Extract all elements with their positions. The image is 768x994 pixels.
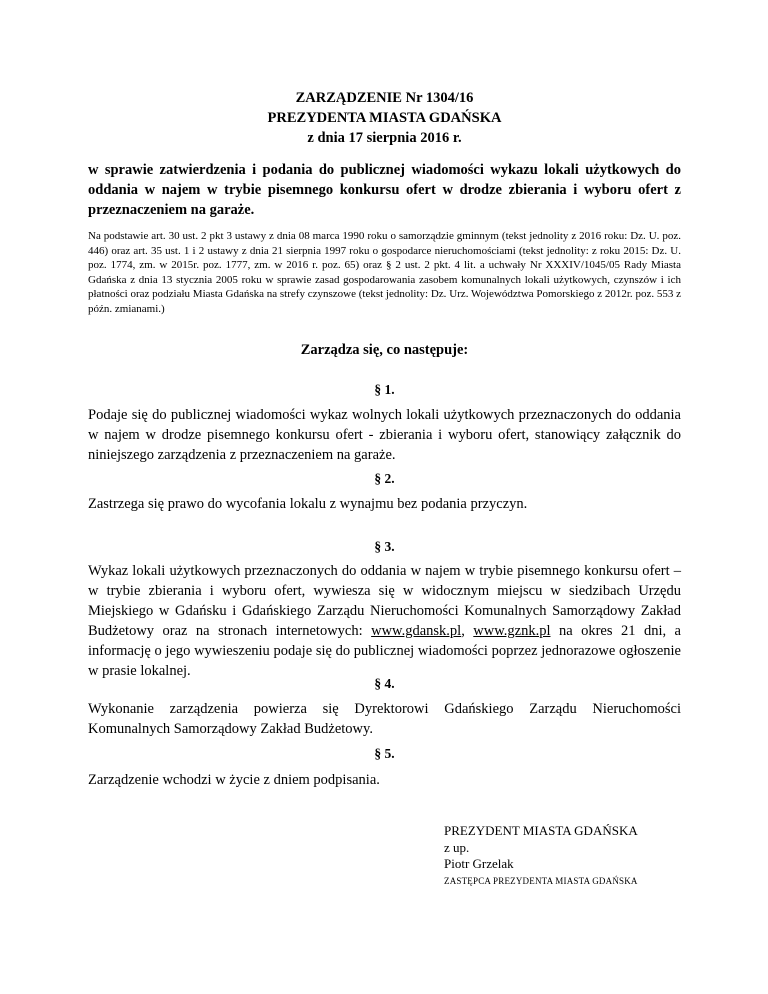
- section-1-text: Podaje się do publicznej wiadomości wykaz wolnych lokali użytkowych przeznaczonych do oddania w najem w drodze pisemnego konkursu ofert - zbierania i wyboru ofert, stanowiący załącznik do niniejszego zarządzenia z przeznaczeniem na garaże.: [88, 407, 681, 463]
- section-1-symbol: § 1.: [374, 382, 395, 397]
- section-5-symbol: § 5.: [374, 746, 395, 761]
- signature-role: ZASTĘPCA PREZYDENTA MIASTA GDAŃSKA: [444, 875, 638, 886]
- section-2-text: Zastrzega się prawo do wycofania lokalu z wynajmu bez podania przyczyn.: [88, 496, 528, 512]
- ordinance-number: ZARZĄDZENIE Nr 1304/16: [295, 90, 474, 106]
- section-4-text: Wykonanie zarządzenia powierza się Dyrektorowi Gdańskiego Zarządu Nieruchomości Komunalnych Samorządowy Zakład Budżetowy.: [88, 701, 681, 737]
- link-gznk[interactable]: www.gznk.pl: [473, 623, 551, 639]
- section-5-text: Zarządzenie wchodzi w życie z dniem podpisania.: [88, 772, 380, 788]
- section-3-text-start: Wykaz lokali użytkowych przeznaczonych do oddania w najem w trybie pisemnego konkursu ofert – w trybie zbierania i wyboru ofert, wywiesza się w widocznym miejscu w siedzibach Urzędu Miejskiego w Gdańsku i Gdańskiego Zarządu Nieruchomości Komunalnych Samorządowy Zakład Budżetowy oraz na stronach internetowych:: [88, 563, 681, 639]
- declaration: Zarządza się, co następuje:: [300, 342, 469, 358]
- section-4-symbol: § 4.: [374, 676, 395, 691]
- signature-name: Piotr Grzelak: [444, 856, 514, 871]
- signature-title: PREZYDENT MIASTA GDAŃSKA: [444, 823, 638, 838]
- section-3-text-end: na okres 21 dni, a informację o jego wywieszeniu podaje się do publicznej wiadomości poprzez jednorazowe ogłoszenie w prasie lokalnej.: [88, 623, 681, 679]
- section-3-text: [88, 561, 681, 681]
- section-2-symbol: § 2.: [374, 471, 395, 486]
- link-separator: ,: [461, 623, 474, 639]
- legal-basis: Na podstawie art. 30 ust. 2 pkt 3 ustawy z dnia 08 marca 1990 roku o samorządzie gminnym (tekst jednolity z 2016 roku: Dz. U. poz. 446) oraz art. 35 ust. 1 i 2 ustawy z dnia 21 sierpnia 1997 roku o gospodarce nieruchomościami (tekst jednolity: z roku 2015: Dz. U. poz. 1774, zm. w 2015r. poz. 1777, zm. w 2016 r. poz. 65) oraz § 2 ust. 2 pkt. 4 lit. a uchwały Nr XXXIV/1045/05 Rady Miasta Gdańska z dnia 13 stycznia 2005 roku w sprawie zasad gospodarowania zasobem komunalnych lokali użytkowych, czynszów i ich płatności oraz podziału Miasta Gdańska na strefy czynszowe (tekst jednolity: Dz. Urz. Województwa Pomorskiego z 2012r. poz. 553 z późn. zmianami.): [88, 230, 681, 315]
- document-header: [88, 88, 681, 148]
- signature-block: [444, 823, 638, 889]
- subject: w sprawie zatwierdzenia i podania do publicznej wiadomości wykazu lokali użytkowych do oddania w najem w trybie pisemnego konkursu ofert w drodze zbierania i wyboru ofert z przeznaczeniem na garaże.: [88, 162, 681, 218]
- issuer: PREZYDENTA MIASTA GDAŃSKA: [267, 110, 502, 126]
- signature-proxy: z up.: [444, 839, 470, 855]
- section-3-symbol: § 3.: [374, 539, 395, 554]
- issue-date: z dnia 17 sierpnia 2016 r.: [307, 130, 462, 146]
- link-gdansk[interactable]: www.gdansk.pl: [371, 623, 462, 639]
